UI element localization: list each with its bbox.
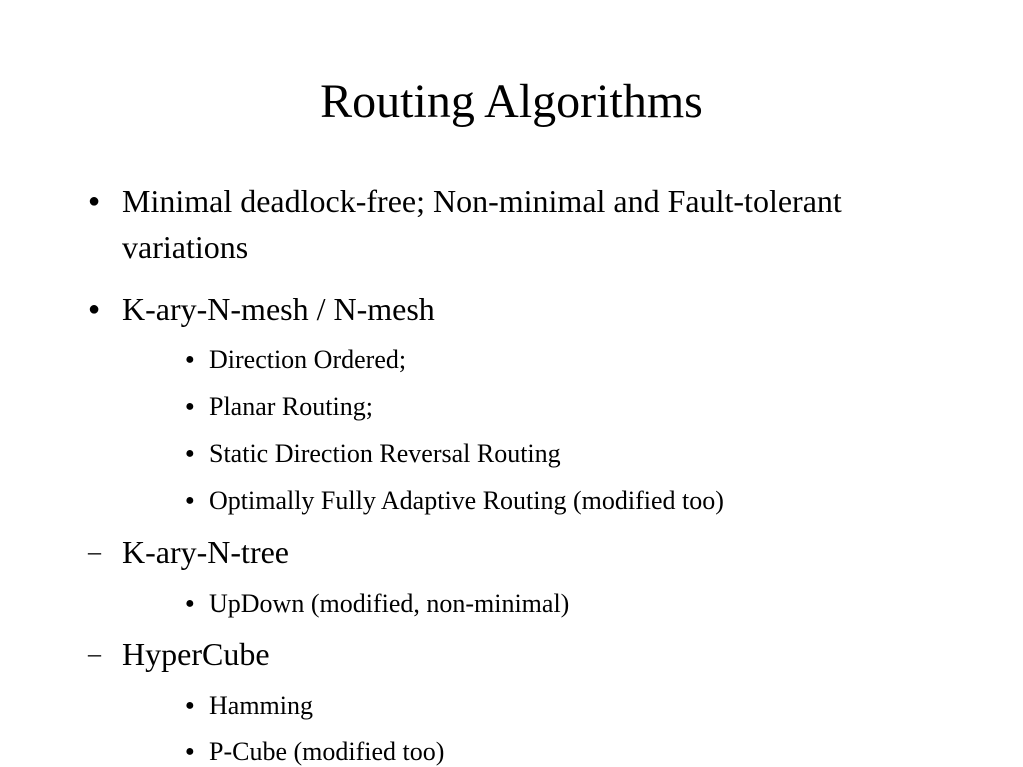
dash-item-k-ary-n-tree (88, 529, 289, 575)
bullet-text: Hamming (209, 691, 313, 720)
bullet-text: Planar Routing; (209, 392, 373, 421)
bullet-marker: ● (185, 398, 195, 415)
bullet-marker: ● (185, 445, 195, 462)
bullet-marker: ● (185, 595, 195, 612)
bullet-text: K-ary-N-tree (122, 534, 289, 570)
sub-bullet-optimally-fully-adaptive (185, 484, 724, 518)
bullet-item-minimal-deadlock-free (88, 178, 942, 270)
bullet-marker: ● (185, 492, 195, 509)
bullet-text: UpDown (modified, non-minimal) (209, 589, 570, 618)
bullet-text: Minimal deadlock-free; Non-minimal and Fault-tolerant variations (122, 183, 842, 265)
bullet-text: K-ary-N-mesh / N-mesh (122, 291, 435, 327)
bullet-text: Direction Ordered; (209, 345, 407, 374)
bullet-marker: ● (185, 351, 195, 368)
bullet-text: P-Cube (modified too) (209, 737, 445, 766)
bullet-text: Static Direction Reversal Routing (209, 439, 561, 468)
bullet-marker: ● (88, 298, 101, 320)
bullet-text: HyperCube (122, 636, 270, 672)
bullet-marker: ● (185, 743, 195, 760)
bullet-marker: ● (88, 190, 101, 212)
dash-item-hypercube (88, 631, 270, 677)
sub-bullet-hamming (185, 689, 313, 723)
bullet-item-k-ary-n-mesh (88, 286, 435, 332)
sub-bullet-static-direction-reversal (185, 437, 561, 471)
dash-marker: – (88, 537, 101, 566)
dash-marker: – (88, 639, 101, 668)
sub-bullet-planar-routing (185, 390, 373, 424)
bullet-marker: ● (185, 697, 195, 714)
sub-bullet-direction-ordered (185, 343, 407, 377)
sub-bullet-p-cube (185, 735, 445, 767)
slide-title: Routing Algorithms (320, 75, 703, 128)
sub-bullet-updown (185, 587, 570, 621)
bullet-text: Optimally Fully Adaptive Routing (modified too) (209, 486, 724, 515)
